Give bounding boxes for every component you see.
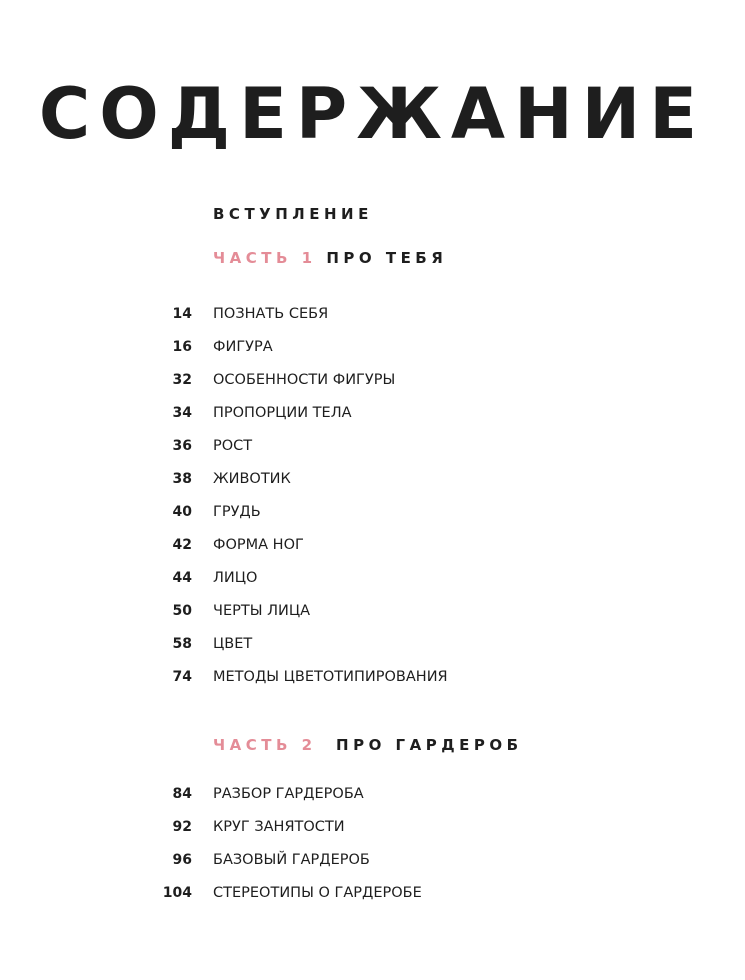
toc-page-number: 58 [172, 635, 192, 652]
toc-page-number: 16 [172, 338, 192, 355]
part-1-entries [150, 297, 670, 693]
part-1-title: ПРО ТЕБЯ [326, 249, 448, 267]
page-title: СОДЕРЖАНИЕ [38, 73, 707, 155]
toc-entry[interactable] [150, 843, 670, 876]
toc-page-number: 36 [172, 437, 192, 454]
toc-entry-title: ФИГУРА [213, 338, 273, 355]
toc-entry-title: ПОЗНАТЬ СЕБЯ [213, 305, 329, 322]
toc-page-number: 42 [172, 536, 192, 553]
toc-entry-title: КРУГ ЗАНЯТОСТИ [213, 818, 345, 835]
part-2-title: ПРО ГАРДЕРОБ [336, 736, 523, 754]
toc-entry[interactable] [150, 462, 670, 495]
toc-entry[interactable] [150, 396, 670, 429]
toc-entry-title: РАЗБОР ГАРДЕРОБА [213, 785, 364, 802]
toc-entry[interactable] [150, 363, 670, 396]
part-2-label: ЧАСТЬ 2 [213, 736, 317, 754]
toc-entry[interactable] [150, 594, 670, 627]
toc-entry[interactable] [150, 777, 670, 810]
part-2-heading[interactable] [213, 735, 523, 755]
toc-entry-title: МЕТОДЫ ЦВЕТОТИПИРОВАНИЯ [213, 668, 448, 685]
toc-page-number: 92 [172, 818, 192, 835]
toc-entry[interactable] [150, 876, 670, 909]
toc-entry-title: ОСОБЕННОСТИ ФИГУРЫ [213, 371, 396, 388]
part-1-heading[interactable] [213, 248, 447, 268]
toc-entry[interactable] [150, 528, 670, 561]
toc-entry-title: РОСТ [213, 437, 253, 454]
toc-page-number: 104 [162, 884, 192, 901]
toc-entry-title: ПРОПОРЦИИ ТЕЛА [213, 404, 352, 421]
part-2-entries [150, 777, 670, 909]
toc-entry[interactable] [150, 429, 670, 462]
toc-page-number: 50 [172, 602, 192, 619]
toc-page-number: 14 [172, 305, 192, 322]
toc-page-number: 34 [172, 404, 192, 421]
toc-entry-title: ГРУДЬ [213, 503, 261, 520]
toc-page-number: 96 [172, 851, 192, 868]
toc-entry-title: БАЗОВЫЙ ГАРДЕРОБ [213, 851, 370, 868]
toc-entry-title: ЦВЕТ [213, 635, 253, 652]
toc-entry[interactable] [150, 810, 670, 843]
toc-entry[interactable] [150, 330, 670, 363]
toc-entry[interactable] [150, 561, 670, 594]
toc-entry-title: ЧЕРТЫ ЛИЦА [213, 602, 311, 619]
toc-entry[interactable] [150, 660, 670, 693]
toc-page-number: 32 [172, 371, 192, 388]
toc-page-number: 40 [172, 503, 192, 520]
toc-entry-title: СТЕРЕОТИПЫ О ГАРДЕРОБЕ [213, 884, 422, 901]
toc-page-number: 74 [172, 668, 192, 685]
part-1-label: ЧАСТЬ 1 [213, 249, 317, 267]
toc-entry[interactable] [150, 297, 670, 330]
toc-entry-title: ЛИЦО [213, 569, 258, 586]
toc-entry-title: ФОРМА НОГ [213, 536, 304, 553]
intro-heading[interactable]: ВСТУПЛЕНИЕ [213, 205, 373, 223]
toc-entry[interactable] [150, 495, 670, 528]
toc-entry-title: ЖИВОТИК [213, 470, 291, 487]
toc-page-number: 38 [172, 470, 192, 487]
toc-entry[interactable] [150, 627, 670, 660]
toc-page-number: 84 [172, 785, 192, 802]
toc-page-number: 44 [172, 569, 192, 586]
